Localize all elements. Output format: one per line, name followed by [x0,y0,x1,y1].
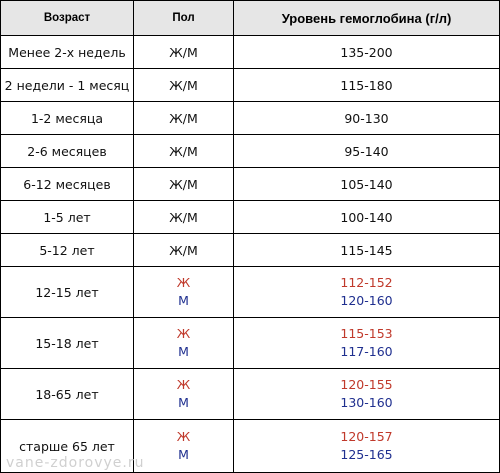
sex-cell: Ж/М [134,102,234,135]
female-range: 112-152 [340,275,393,290]
age-cell: 2-6 месяцев [1,135,134,168]
sex-cell: Ж/М [134,135,234,168]
range-cell: 95-140 [234,135,500,168]
male-sex-label: М [178,447,189,462]
header-age: Возраст [1,1,134,36]
sex-cell: Ж/М [134,201,234,234]
sex-cell [134,369,234,420]
age-cell: 1-2 месяца [1,102,134,135]
table-row [1,267,500,318]
header-hemoglobin: Уровень гемоглобина (г/л) [234,1,500,36]
female-range: 120-157 [340,429,393,444]
male-sex-label: М [178,344,189,359]
sex-cell: Ж/М [134,234,234,267]
range-cell: 100-140 [234,201,500,234]
table-row [1,318,500,369]
male-range: 125-165 [340,447,393,462]
range-cell [234,318,500,369]
table-row [1,69,500,102]
female-range: 115-153 [340,326,393,341]
male-range: 120-160 [340,293,393,308]
female-sex-label: Ж [176,429,191,444]
female-sex-label: Ж [176,377,191,392]
range-cell: 105-140 [234,168,500,201]
age-cell: 12-15 лет [1,267,134,318]
site-watermark: vane-zdorovye.ru [6,455,145,471]
sex-cell [134,420,234,473]
range-cell: 135-200 [234,36,500,69]
sex-cell: Ж/М [134,69,234,102]
age-cell: 5-12 лет [1,234,134,267]
table-row [1,201,500,234]
range-cell [234,420,500,473]
table-row [1,234,500,267]
male-range: 130-160 [340,395,393,410]
female-range: 120-155 [340,377,393,392]
header-row [1,1,500,36]
male-range: 117-160 [340,344,393,359]
age-cell: 6-12 месяцев [1,168,134,201]
range-cell [234,369,500,420]
male-sex-label: М [178,293,189,308]
table-row [1,102,500,135]
table-row [1,369,500,420]
sex-cell [134,318,234,369]
age-cell: 15-18 лет [1,318,134,369]
age-cell: старше 65 лет [1,420,134,473]
age-cell: 18-65 лет [1,369,134,420]
sex-cell: Ж/М [134,36,234,69]
sex-cell: Ж/М [134,168,234,201]
range-cell [234,267,500,318]
sex-cell [134,267,234,318]
age-cell: 1-5 лет [1,201,134,234]
header-sex: Пол [134,1,234,36]
female-sex-label: Ж [176,275,191,290]
age-cell: 2 недели - 1 месяц [1,69,134,102]
table-row [1,36,500,69]
range-cell: 90-130 [234,102,500,135]
table-row [1,168,500,201]
range-cell: 115-145 [234,234,500,267]
male-sex-label: М [178,395,189,410]
age-cell: Менее 2-х недель [1,36,134,69]
female-sex-label: Ж [176,326,191,341]
table-row [1,135,500,168]
range-cell: 115-180 [234,69,500,102]
